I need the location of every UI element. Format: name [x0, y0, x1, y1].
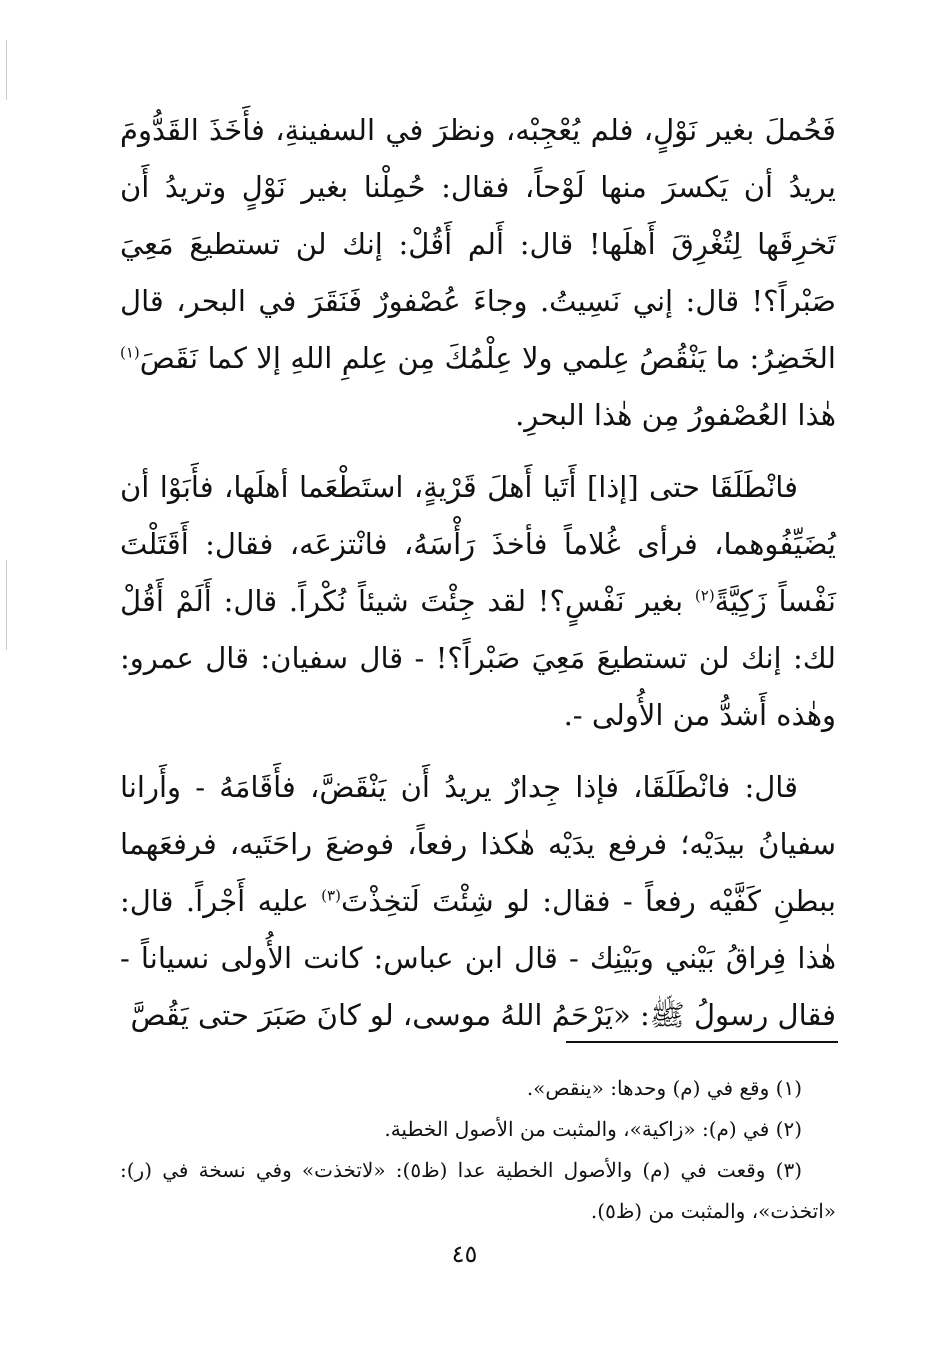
text-run: هٰذا العُصْفورُ مِن هٰذا البحرِ. — [515, 398, 836, 432]
page-number: ٤٥ — [451, 1240, 478, 1268]
footnote-ref-2: (٢) — [694, 586, 715, 605]
footnote-separator — [566, 1041, 838, 1043]
text-run: عليه أَجْراً. قال: هٰذا فِراقُ بَيْني وبَيْنِك - قال ابن عباس: كانت الأُولى نسياناً - فقال رسولُ ﷺ: «يَرْحَمُ اللهُ موسى، لو كانَ صَبَرَ حتى يَقُصَّ — [120, 884, 836, 1032]
footnotes — [120, 1068, 836, 1232]
text-run: بغير نَفْسٍ؟! لقد جِئْتَ شيئاً نُكْراً. قال: أَلَمْ أَقُلْ لك: إنك لن تستطيعَ مَعِيَ صَبْراً؟! - قال سفيان: قال عمرو: وهٰذه أَشدُّ من الأُولى -. — [120, 584, 836, 732]
scan-edge-mark — [6, 560, 7, 650]
scan-edge-mark — [6, 40, 7, 100]
footnote-1: (١) وقع في (م) وحدها: «ينقص». — [526, 1076, 802, 1100]
text-run: فانْطَلَقَا حتى [إذا] أَتَيا أَهلَ قَرْيةٍ، استَطْعَما أهلَها، فأَبَوْا أن يُضَيِّفُوهما، فرأى غُلاماً فأخذَ رَأْسَهُ، فانْتزعَه، فقال: أَقَتَلْتَ نَفْساً زَكِيَّةً — [120, 470, 836, 618]
text-run: فَحُملَ بغير نَوْلٍ، فلم يُعْجِبْه، ونظرَ في السفينةِ، فأَخَذَ القَدُّومَ يريدُ أن يَكسرَ منها لَوْحاً، فقال: حُمِلْنا بغير نَوْلٍ وتريدُ أَن تَخرِقَها لِتُغْرِقَ أَهلَها! قال: أَلم أَقُلْ: إنك لن تستطيعَ مَعِيَ صَبْراً؟! قال: إني نَسِيتُ. وجاءَ عُصْفورٌ فَنَقَرَ في البحر، قال الخَضِرُ: ما يَنْقُصُ عِلمي ولا عِلْمُكَ مِن عِلمِ اللهِ إلا كما نَقَصَ — [120, 113, 836, 375]
text-run: قال: فانْطَلَقَا، فإذا جِدارٌ يريدُ أَن يَنْقَضَّ، فأَقَامَهُ - وأَرانا سفيانُ بيدَيْه؛ فرفع يدَيْه هٰكذا رفعاً، فوضعَ راحَتَيه، فرفعَهما ببطنِ كَفَّيْه رفعاً - فقال: لو شِئْتَ لَتخِذْتَ — [120, 770, 836, 918]
paragraph-2 — [120, 459, 836, 744]
footnote-2: (٢) في (م): «زاكية»، والمثبت من الأصول الخطية. — [384, 1117, 802, 1141]
footnote-3: (٣) وقعت في (م) والأصول الخطية عدا (ظ٥): «لاتخذت» وفي نسخة في (ر): «اتخذت»، والمثبت من (ظ٥). — [120, 1158, 836, 1223]
paragraph-3 — [120, 759, 836, 1044]
footnote-ref-1: (١) — [120, 343, 140, 362]
footnote-ref-3: (٣) — [321, 886, 341, 905]
main-text — [120, 102, 836, 1044]
paragraph-1 — [120, 102, 836, 444]
